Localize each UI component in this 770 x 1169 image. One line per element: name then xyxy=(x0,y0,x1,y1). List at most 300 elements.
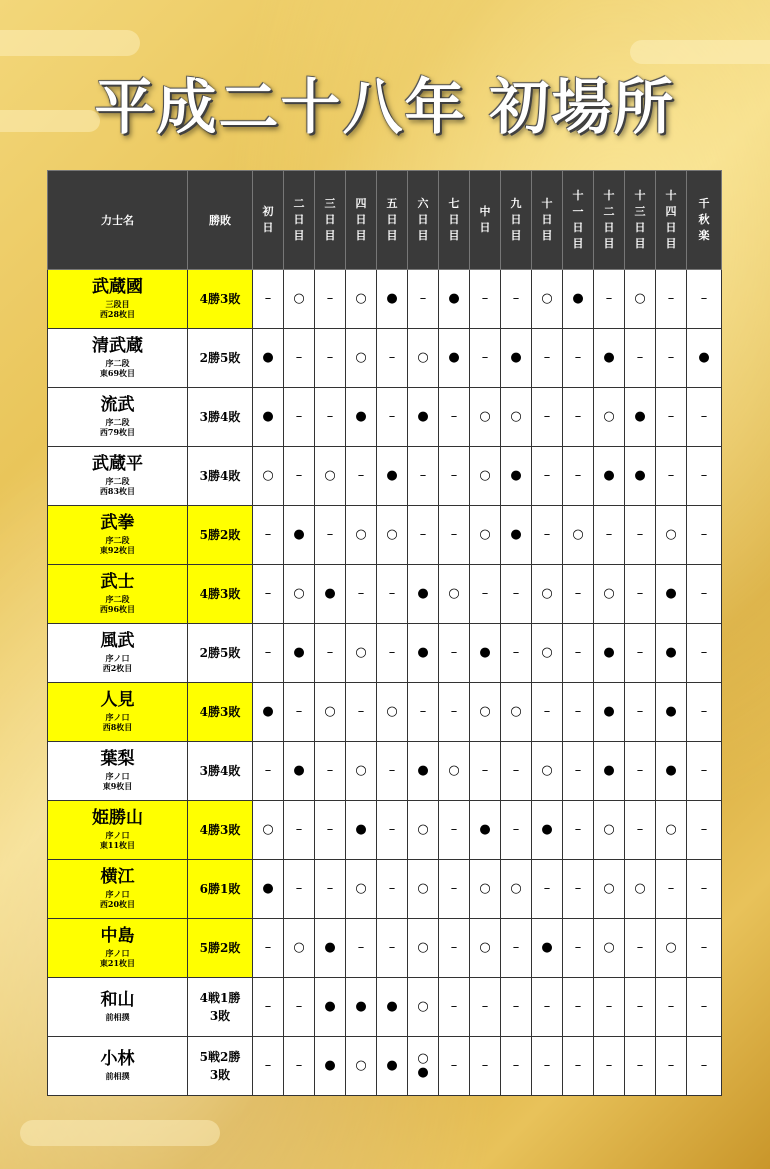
header-day-6: 六日目 xyxy=(408,171,439,270)
rikishi-name: 小林 xyxy=(100,1049,135,1070)
result-cell-day-11: – xyxy=(563,565,594,624)
result-cell-day-11: – xyxy=(563,329,594,388)
result-cell-day-2: – xyxy=(284,1037,315,1096)
table-row xyxy=(48,978,722,1037)
result-cell-day-3: ● xyxy=(315,978,346,1037)
result-cell-day-12: – xyxy=(594,978,625,1037)
rikishi-rank: 西2枚目 xyxy=(102,663,133,674)
rikishi-name: 葉梨 xyxy=(100,749,135,770)
result-cell-day-7: – xyxy=(439,388,470,447)
result-cell-day-12: ● xyxy=(594,742,625,801)
header-day-11: 十一日目 xyxy=(563,171,594,270)
result-cell-day-7: – xyxy=(439,919,470,978)
result-cell-day-5: – xyxy=(377,801,408,860)
result-cell-day-9: ○ xyxy=(501,388,532,447)
result-cell-day-10: ○ xyxy=(532,624,563,683)
rikishi-rank: 西28枚目 xyxy=(99,309,136,320)
table-row xyxy=(48,919,722,978)
result-cell-day-6: ● xyxy=(408,565,439,624)
table-row xyxy=(48,1037,722,1096)
result-cell-day-6: ● xyxy=(408,742,439,801)
table-row xyxy=(48,801,722,860)
result-cell-day-10: ○ xyxy=(532,742,563,801)
record-cell: 5勝2敗 xyxy=(188,506,253,565)
result-cell-day-6: ○ xyxy=(408,919,439,978)
header-day-2: 二日目 xyxy=(284,171,315,270)
result-cell-day-2: ● xyxy=(284,742,315,801)
result-cell-day-5: – xyxy=(377,565,408,624)
result-cell-day-2: – xyxy=(284,683,315,742)
result-cell-day-3: ● xyxy=(315,1037,346,1096)
rikishi-division: 序二段 xyxy=(105,476,130,487)
result-cell-day-11: – xyxy=(563,388,594,447)
result-cell-day-4: – xyxy=(346,683,377,742)
rikishi-name: 武士 xyxy=(100,572,135,593)
result-cell-day-3: ● xyxy=(315,919,346,978)
result-cell-day-11: – xyxy=(563,624,594,683)
result-cell-day-13: ● xyxy=(625,447,656,506)
result-cell-day-7: – xyxy=(439,860,470,919)
result-cell-day-12: ● xyxy=(594,624,625,683)
result-cell-day-10: ○ xyxy=(532,565,563,624)
rikishi-division: 序二段 xyxy=(105,535,130,546)
result-cell-day-2: – xyxy=(284,860,315,919)
result-cell-day-6: ○ xyxy=(408,978,439,1037)
result-cell-day-7: ● xyxy=(439,270,470,329)
result-cell-day-2: – xyxy=(284,978,315,1037)
result-cell-day-4: ○ xyxy=(346,742,377,801)
result-cell-day-8: ○ xyxy=(470,919,501,978)
header-day-3: 三日目 xyxy=(315,171,346,270)
result-cell-day-9: ● xyxy=(501,447,532,506)
result-cell-day-12: – xyxy=(594,1037,625,1096)
result-cell-day-15: – xyxy=(687,1037,722,1096)
table-row xyxy=(48,860,722,919)
rikishi-division: 序ノ口 xyxy=(105,653,130,664)
record-cell: 3勝4敗 xyxy=(188,388,253,447)
result-cell-day-3: – xyxy=(315,388,346,447)
result-cell-day-3: – xyxy=(315,506,346,565)
result-cell-day-12: ● xyxy=(594,447,625,506)
result-cell-day-10: – xyxy=(532,447,563,506)
result-cell-day-14: ● xyxy=(656,742,687,801)
result-cell-day-6: ○ xyxy=(408,329,439,388)
result-cell-day-1: – xyxy=(253,1037,284,1096)
result-cell-day-2: ● xyxy=(284,624,315,683)
result-cell-day-8: ● xyxy=(470,801,501,860)
result-cell-day-6: – xyxy=(408,270,439,329)
result-cell-day-2: – xyxy=(284,329,315,388)
result-cell-day-15: – xyxy=(687,624,722,683)
result-cell-day-4: ○ xyxy=(346,860,377,919)
result-cell-day-9: – xyxy=(501,1037,532,1096)
decorative-cloud xyxy=(0,30,140,56)
result-cell-day-1: – xyxy=(253,565,284,624)
rikishi-name-cell xyxy=(48,742,188,801)
header-day-4: 四日目 xyxy=(346,171,377,270)
result-cell-day-10: ● xyxy=(532,919,563,978)
decorative-cloud xyxy=(20,1120,220,1146)
result-cell-day-2: – xyxy=(284,447,315,506)
result-cell-day-4: ○ xyxy=(346,1037,377,1096)
result-cell-day-3: – xyxy=(315,329,346,388)
result-cell-day-15: – xyxy=(687,506,722,565)
header-day-15: 千秋楽 xyxy=(687,171,722,270)
table-row xyxy=(48,388,722,447)
result-cell-day-11: ○ xyxy=(563,506,594,565)
result-cell-day-7: – xyxy=(439,1037,470,1096)
result-cell-day-11: – xyxy=(563,742,594,801)
rikishi-name: 武拳 xyxy=(100,513,135,534)
result-cell-day-5: ● xyxy=(377,978,408,1037)
result-cell-day-13: – xyxy=(625,978,656,1037)
result-cell-day-13: – xyxy=(625,801,656,860)
result-cell-day-5: ○ xyxy=(377,683,408,742)
result-cell-day-6: – xyxy=(408,683,439,742)
result-cell-day-9: ● xyxy=(501,329,532,388)
rikishi-rank: 東69枚目 xyxy=(99,368,136,379)
result-cell-day-4: ○ xyxy=(346,270,377,329)
result-cell-day-15: – xyxy=(687,860,722,919)
result-cell-day-5: – xyxy=(377,388,408,447)
results-table xyxy=(47,170,722,1096)
rikishi-name-cell xyxy=(48,919,188,978)
rikishi-name: 姫勝山 xyxy=(92,808,143,829)
result-cell-day-13: ● xyxy=(625,388,656,447)
result-cell-day-10: – xyxy=(532,329,563,388)
table-row xyxy=(48,565,722,624)
result-cell-day-1: ● xyxy=(253,683,284,742)
result-cell-day-4: – xyxy=(346,447,377,506)
result-cell-day-5: – xyxy=(377,624,408,683)
record-cell: 3勝4敗 xyxy=(188,447,253,506)
result-cell-day-11: – xyxy=(563,978,594,1037)
rikishi-division: 序二段 xyxy=(105,417,130,428)
header-name: 力士名 xyxy=(48,171,188,270)
rikishi-name: 流武 xyxy=(100,395,135,416)
rikishi-name-cell xyxy=(48,683,188,742)
rikishi-division: 序ノ口 xyxy=(105,771,130,782)
header-record: 勝敗 xyxy=(188,171,253,270)
result-cell-day-1: ● xyxy=(253,388,284,447)
result-cell-day-14: – xyxy=(656,388,687,447)
rikishi-division: 序ノ口 xyxy=(105,948,130,959)
rikishi-name: 武蔵平 xyxy=(92,454,143,475)
result-cell-day-15: – xyxy=(687,565,722,624)
result-cell-day-12: ○ xyxy=(594,801,625,860)
result-cell-day-12: ● xyxy=(594,329,625,388)
result-cell-day-8: – xyxy=(470,329,501,388)
result-cell-day-9: – xyxy=(501,742,532,801)
result-cell-day-8: – xyxy=(470,270,501,329)
result-cell-day-15: – xyxy=(687,919,722,978)
result-cell-day-5: ● xyxy=(377,1037,408,1096)
result-cell-day-15: – xyxy=(687,742,722,801)
result-cell-day-7: – xyxy=(439,624,470,683)
record-cell: 5戦2勝 3敗 xyxy=(188,1037,253,1096)
result-cell-day-14: – xyxy=(656,860,687,919)
result-cell-day-3: – xyxy=(315,624,346,683)
result-cell-day-12: ● xyxy=(594,683,625,742)
rikishi-rank: 東11枚目 xyxy=(99,840,136,851)
result-cell-day-2: – xyxy=(284,388,315,447)
rikishi-division: 三段目 xyxy=(105,299,130,310)
result-cell-day-15: – xyxy=(687,683,722,742)
record-cell: 4勝3敗 xyxy=(188,565,253,624)
page-title: 平成二十八年 初場所 xyxy=(94,73,676,143)
result-cell-day-7: ● xyxy=(439,329,470,388)
result-cell-day-7: – xyxy=(439,683,470,742)
rikishi-division: 前相撲 xyxy=(105,1012,130,1023)
result-cell-day-12: – xyxy=(594,270,625,329)
rikishi-rank: 西96枚目 xyxy=(99,604,136,615)
rikishi-name-cell xyxy=(48,978,188,1037)
record-cell: 5勝2敗 xyxy=(188,919,253,978)
table-row xyxy=(48,329,722,388)
result-cell-day-13: – xyxy=(625,329,656,388)
header-day-1: 初日 xyxy=(253,171,284,270)
rikishi-rank: 東92枚目 xyxy=(99,545,136,556)
rikishi-name-cell xyxy=(48,329,188,388)
table-row xyxy=(48,742,722,801)
result-cell-day-10: – xyxy=(532,1037,563,1096)
result-cell-day-15: – xyxy=(687,388,722,447)
result-cell-day-1: – xyxy=(253,742,284,801)
result-cell-day-6: ● xyxy=(408,388,439,447)
result-cell-day-6: ○ xyxy=(408,801,439,860)
result-cell-day-11: – xyxy=(563,860,594,919)
result-cell-day-9: ● xyxy=(501,506,532,565)
record-cell: 3勝4敗 xyxy=(188,742,253,801)
record-cell: 4勝3敗 xyxy=(188,270,253,329)
result-cell-day-5: – xyxy=(377,742,408,801)
result-cell-day-8: – xyxy=(470,1037,501,1096)
result-cell-day-8: – xyxy=(470,565,501,624)
header-day-12: 十二日目 xyxy=(594,171,625,270)
result-cell-day-5: – xyxy=(377,860,408,919)
header-day-7: 七日目 xyxy=(439,171,470,270)
result-cell-day-4: ○ xyxy=(346,329,377,388)
rikishi-name: 風武 xyxy=(100,631,135,652)
rikishi-name-cell xyxy=(48,860,188,919)
rikishi-division: 序二段 xyxy=(105,594,130,605)
result-cell-day-8: ○ xyxy=(470,447,501,506)
result-cell-day-7: – xyxy=(439,801,470,860)
result-cell-day-10: – xyxy=(532,683,563,742)
result-cell-day-13: – xyxy=(625,919,656,978)
header-day-8: 中日 xyxy=(470,171,501,270)
result-cell-day-14: ○ xyxy=(656,506,687,565)
result-cell-day-13: – xyxy=(625,624,656,683)
record-cell: 6勝1敗 xyxy=(188,860,253,919)
result-cell-day-8: – xyxy=(470,742,501,801)
result-cell-day-15: – xyxy=(687,978,722,1037)
result-cell-day-13: – xyxy=(625,1037,656,1096)
record-cell: 4戦1勝 3敗 xyxy=(188,978,253,1037)
result-cell-day-11: – xyxy=(563,919,594,978)
result-cell-day-5: – xyxy=(377,329,408,388)
result-cell-day-9: – xyxy=(501,270,532,329)
result-cell-day-10: – xyxy=(532,860,563,919)
result-cell-day-5: ● xyxy=(377,447,408,506)
result-cell-day-7: – xyxy=(439,978,470,1037)
result-cell-day-4: – xyxy=(346,919,377,978)
result-cell-day-1: ○ xyxy=(253,801,284,860)
rikishi-name: 中島 xyxy=(100,926,135,947)
result-cell-day-1: – xyxy=(253,624,284,683)
result-cell-day-1: – xyxy=(253,978,284,1037)
result-cell-day-2: ○ xyxy=(284,270,315,329)
result-cell-day-10: – xyxy=(532,978,563,1037)
result-cell-day-4: ○ xyxy=(346,624,377,683)
result-cell-day-2: ○ xyxy=(284,565,315,624)
rikishi-name-cell xyxy=(48,801,188,860)
result-cell-day-14: – xyxy=(656,1037,687,1096)
result-cell-day-14: – xyxy=(656,329,687,388)
result-cell-day-15: – xyxy=(687,447,722,506)
result-cell-day-1: ● xyxy=(253,329,284,388)
result-cell-day-3: – xyxy=(315,801,346,860)
result-cell-day-1: ○ xyxy=(253,447,284,506)
result-cell-day-11: – xyxy=(563,683,594,742)
result-cell-day-8: – xyxy=(470,978,501,1037)
table-row xyxy=(48,447,722,506)
result-cell-day-14: ○ xyxy=(656,919,687,978)
rikishi-name: 武蔵國 xyxy=(92,277,143,298)
result-cell-day-3: – xyxy=(315,270,346,329)
result-cell-day-2: – xyxy=(284,801,315,860)
rikishi-name-cell xyxy=(48,270,188,329)
result-cell-day-4: ● xyxy=(346,978,377,1037)
result-cell-day-10: ● xyxy=(532,801,563,860)
result-cell-day-9: – xyxy=(501,978,532,1037)
result-cell-day-13: ○ xyxy=(625,860,656,919)
result-cell-day-5: ● xyxy=(377,270,408,329)
result-cell-day-6: – xyxy=(408,506,439,565)
result-cell-day-7: – xyxy=(439,506,470,565)
result-cell-day-11: ● xyxy=(563,270,594,329)
table-header-row xyxy=(48,171,722,270)
result-cell-day-8: ○ xyxy=(470,683,501,742)
result-cell-day-4: ● xyxy=(346,388,377,447)
rikishi-rank: 東9枚目 xyxy=(102,781,133,792)
result-cell-day-4: ● xyxy=(346,801,377,860)
result-cell-day-13: ○ xyxy=(625,270,656,329)
rikishi-rank: 西20枚目 xyxy=(99,899,136,910)
result-cell-day-3: ○ xyxy=(315,683,346,742)
result-cell-day-11: – xyxy=(563,1037,594,1096)
result-cell-day-11: – xyxy=(563,801,594,860)
header-day-13: 十三日目 xyxy=(625,171,656,270)
result-cell-day-10: – xyxy=(532,388,563,447)
rikishi-rank: 東21枚目 xyxy=(99,958,136,969)
rikishi-division: 序二段 xyxy=(105,358,130,369)
result-cell-day-4: – xyxy=(346,565,377,624)
record-cell: 4勝3敗 xyxy=(188,801,253,860)
rikishi-name: 清武蔵 xyxy=(92,336,143,357)
result-cell-day-8: ○ xyxy=(470,388,501,447)
result-cell-day-11: – xyxy=(563,447,594,506)
rikishi-name-cell xyxy=(48,447,188,506)
result-cell-day-15: – xyxy=(687,270,722,329)
result-cell-day-8: ○ xyxy=(470,506,501,565)
rikishi-name-cell xyxy=(48,388,188,447)
rikishi-division: 前相撲 xyxy=(105,1071,130,1082)
header-day-10: 十日目 xyxy=(532,171,563,270)
result-cell-day-8: ○ xyxy=(470,860,501,919)
rikishi-name: 横江 xyxy=(100,867,135,888)
result-cell-day-5: ○ xyxy=(377,506,408,565)
result-cell-day-14: ○ xyxy=(656,801,687,860)
rikishi-name: 人見 xyxy=(100,690,135,711)
result-cell-day-12: ○ xyxy=(594,565,625,624)
rikishi-division: 序ノ口 xyxy=(105,889,130,900)
result-cell-day-9: – xyxy=(501,565,532,624)
result-cell-day-6: ● xyxy=(408,624,439,683)
result-cell-day-9: – xyxy=(501,624,532,683)
result-cell-day-7: ○ xyxy=(439,565,470,624)
rikishi-rank: 西83枚目 xyxy=(99,486,136,497)
table-row xyxy=(48,506,722,565)
result-cell-day-1: – xyxy=(253,270,284,329)
result-cell-day-7: – xyxy=(439,447,470,506)
record-cell: 2勝5敗 xyxy=(188,624,253,683)
rikishi-division: 序ノ口 xyxy=(105,712,130,723)
result-cell-day-8: ● xyxy=(470,624,501,683)
record-cell: 2勝5敗 xyxy=(188,329,253,388)
result-cell-day-5: – xyxy=(377,919,408,978)
rikishi-name-cell xyxy=(48,624,188,683)
result-cell-day-15: – xyxy=(687,801,722,860)
rikishi-rank: 西8枚目 xyxy=(102,722,133,733)
result-cell-day-6: ○ xyxy=(408,860,439,919)
table-row xyxy=(48,683,722,742)
result-cell-day-3: ○ xyxy=(315,447,346,506)
result-cell-day-12: ○ xyxy=(594,919,625,978)
result-cell-day-14: – xyxy=(656,978,687,1037)
result-cell-day-14: ● xyxy=(656,565,687,624)
result-cell-day-14: – xyxy=(656,447,687,506)
result-cell-day-10: ○ xyxy=(532,270,563,329)
table-row xyxy=(48,270,722,329)
header-day-9: 九日目 xyxy=(501,171,532,270)
result-cell-day-9: ○ xyxy=(501,860,532,919)
result-cell-day-13: – xyxy=(625,506,656,565)
result-cell-day-2: ○ xyxy=(284,919,315,978)
result-cell-day-12: ○ xyxy=(594,388,625,447)
result-cell-day-14: ● xyxy=(656,683,687,742)
result-cell-day-10: – xyxy=(532,506,563,565)
result-cell-day-7: ○ xyxy=(439,742,470,801)
result-cell-day-13: – xyxy=(625,565,656,624)
rikishi-rank: 西79枚目 xyxy=(99,427,136,438)
result-cell-day-12: ○ xyxy=(594,860,625,919)
result-cell-day-9: – xyxy=(501,801,532,860)
rikishi-name-cell xyxy=(48,1037,188,1096)
result-cell-day-13: – xyxy=(625,683,656,742)
result-cell-day-2: ● xyxy=(284,506,315,565)
rikishi-name-cell xyxy=(48,506,188,565)
result-cell-day-13: – xyxy=(625,742,656,801)
result-cell-day-1: – xyxy=(253,506,284,565)
rikishi-name: 和山 xyxy=(100,990,135,1011)
result-cell-day-1: ● xyxy=(253,860,284,919)
result-cell-day-14: – xyxy=(656,270,687,329)
result-cell-day-3: ● xyxy=(315,565,346,624)
table-row xyxy=(48,624,722,683)
record-cell: 4勝3敗 xyxy=(188,683,253,742)
result-cell-day-1: – xyxy=(253,919,284,978)
